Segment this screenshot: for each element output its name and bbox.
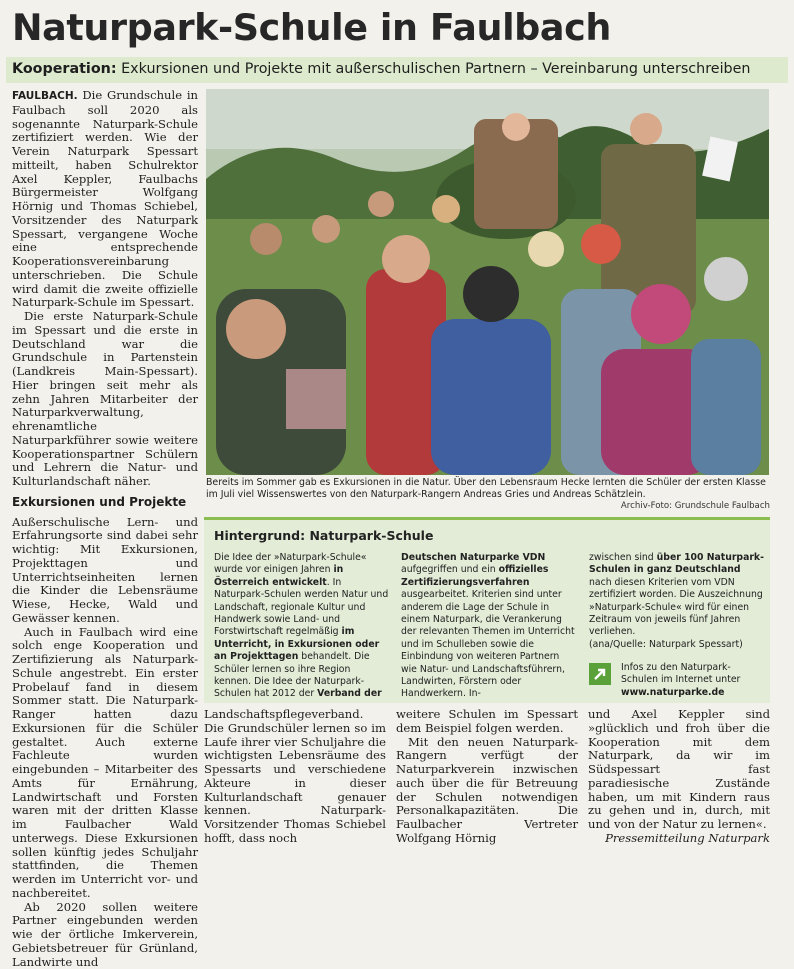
box-text-bold: über 100 Naturpark-Schulen in ganz Deutschland	[589, 552, 764, 575]
article-paragraph: Auch in Faulbach wird eine solch enge Kooperation und Zertifizierung als Naturpark-Schule angestrebt. Ein erster Probelauf fand in diesem Sommer statt. Die Naturpark-Ranger hatten dazu Exkursionen für die Schüler gestaltet. Auch externe Fachleute wurden eingebunden – Mitarbeiter des Amts für Ernährung, Landwirtschaft und Forsten waren mit der dritten Klasse im Faulbacher Wald unterwegs. Diese Exkursionen sollen künftig jedes Schuljahr stattfinden, die Themen werden im Unterricht vor- und nachbereitet.	[12, 626, 198, 901]
article-signature: Pressemitteilung Naturpark	[588, 832, 770, 846]
subline-label: Kooperation:	[12, 61, 117, 77]
box-source: (ana/Quelle: Naturpark Spessart)	[589, 639, 743, 650]
article-photo	[206, 89, 769, 475]
box-text: ausgearbeitet. Kriterien sind unter anderem die Lage der Schule in einem Naturpark, die Verankerung der relevanten Themen im Unterricht und im Schulleben sowie die Einbindung von weiteren Partnern wie Natur- und Landschaftsführern, Landwirten, Förstern oder Handwerkern. In-	[401, 589, 575, 699]
paragraph-text: Die Grundschule in Faulbach soll 2020 als sogenannte Naturpark-Schule zertifiziert werden. Wie der Verein Naturpark Spessart mitteilt, haben Schulrektor Axel Keppler, Faulbachs Bürgermeister Wolfgang Hörnig und Thomas Schiebel, Vorsitzender des Naturpark Spessart, vergangene Woche eine entsprechende Kooperationsvereinbarung unterschrieben. Die Schule wird damit die zweite offizielle Naturpark-Schule im Spessart.	[12, 88, 198, 309]
box-title: Hintergrund: Naturpark-Schule	[214, 528, 433, 543]
dateline: FAULBACH.	[12, 90, 78, 102]
box-text-bold: Verband der	[317, 688, 382, 699]
article-paragraph: Die erste Naturpark-Schule im Spessart und die erste in Deutschland war die Grundschule in Partenstein (Landkreis Main-Spessart). Hier bringen seit mehr als zehn Jahren Mitarbeiter der Naturparkverwaltung, ehrenamtliche Naturparkführer sowie weitere Kooperationspartner Schülern und Lehrern die Natur- und Kulturlandschaft näher.	[12, 310, 198, 489]
article-paragraph: Außerschulische Lern- und Erfahrungsorte sind dabei sehr wichtig: Mit Exkursionen, Projekttagen und Unterrichtseinheiten lernen die Kinder die Lebensräume Wiese, Hecke, Wald und Gewässer kennen.	[12, 516, 198, 626]
subline	[12, 61, 782, 77]
article-paragraph: Ab 2020 sollen weitere Partner eingebunden werden wie der örtliche Imkerverein, Gebietsbetreuer für Grünland, Landwirte und	[12, 901, 198, 969]
arrow-link-icon	[589, 663, 611, 685]
section-heading: Exkursionen und Projekte	[12, 496, 198, 510]
article-paragraph	[12, 89, 198, 310]
box-text-bold: im Unterricht, in Exkursionen oder an Projekttagen	[214, 626, 379, 662]
article-paragraph: weitere Schulen im Spessart dem Beispiel folgen werden.	[396, 708, 578, 736]
photo-caption: Bereits im Sommer gab es Exkursionen in die Natur. Über den Lebensraum Hecke lernten die Schüler der ersten Klasse im Juli viel Wissenswertes von den Naturpark-Rangern Andreas Gries und Andreas Schätzlein.	[206, 477, 772, 501]
info-link[interactable]: www.naturparke.de	[621, 687, 725, 698]
box-text: zwischen sind	[589, 552, 657, 563]
photo-credit: Archiv-Foto: Grundschule Faulbach	[606, 501, 770, 511]
box-text: nach diesen Kriterien vom VDN zertifiziert worden. Die Auszeichnung »Naturpark-Schule« wird für einen Zeitraum von jeweils fünf Jahren verliehen.	[589, 577, 763, 638]
box-text: behandelt. Die Schüler lernen so ihre Region kennen. Die Idee der Naturpark-Schulen hat 2012 der	[214, 651, 370, 699]
box-column-1	[214, 552, 390, 701]
box-text-bold: in Österreich entwickelt	[214, 564, 343, 587]
box-column-3	[589, 552, 765, 651]
subline-text: Exkursionen und Projekte mit außerschulischen Partnern – Vereinbarung unterschreiben	[121, 61, 750, 77]
headline: Naturpark-Schule in Faulbach	[12, 4, 782, 52]
box-text: Die Idee der »Naturpark-Schule« wurde vor einigen Jahren	[214, 552, 367, 575]
box-text-bold: offizielles Zertifizierungsverfahren	[401, 564, 548, 587]
article-column-3	[396, 708, 578, 846]
background-box	[204, 517, 770, 703]
box-text-bold: Deutschen Naturparke VDN	[401, 552, 545, 563]
box-column-2	[401, 552, 577, 701]
article-paragraph: und Axel Keppler sind »glücklich und froh über die Kooperation mit dem Naturpark, da wir im Südspessart fast paradiesische Zustände haben, um mit Kindern raus zu gehen und in, durch, mit und von der Natur zu lernen«.	[588, 708, 770, 832]
box-text: aufgegriffen und ein	[401, 564, 499, 575]
article-paragraph: Landschaftspflegeverband. Die Grundschüler lernen so im Laufe ihrer vier Schuljahre die wichtigsten Lebensräume des Spessarts und verschiedene Akteure in dieser Kulturlandschaft genauer kennen. Naturpark-Vorsitzender Thomas Schiebel hofft, dass noch	[204, 708, 386, 846]
article-column-1	[12, 89, 198, 969]
box-text: . In Naturpark-Schulen werden Natur und Landschaft, regionale Kultur und Handwerk sowie Land- und Forstwirtschaft regelmäßig	[214, 577, 388, 638]
article-column-4	[588, 708, 770, 846]
info-text: Infos zu den Naturpark-Schulen im Internet unter	[621, 662, 740, 685]
article-paragraph: Mit den neuen Naturpark-Rangern verfügt der Naturparkverein inzwischen auch über die für Betreuung der Schulen notwendigen Personalkapazitäten. Die Faulbacher Vertreter Wolfgang Hörnig	[396, 736, 578, 846]
info-line	[589, 662, 765, 699]
photo-illustration	[206, 89, 769, 475]
article-column-2	[204, 708, 386, 846]
